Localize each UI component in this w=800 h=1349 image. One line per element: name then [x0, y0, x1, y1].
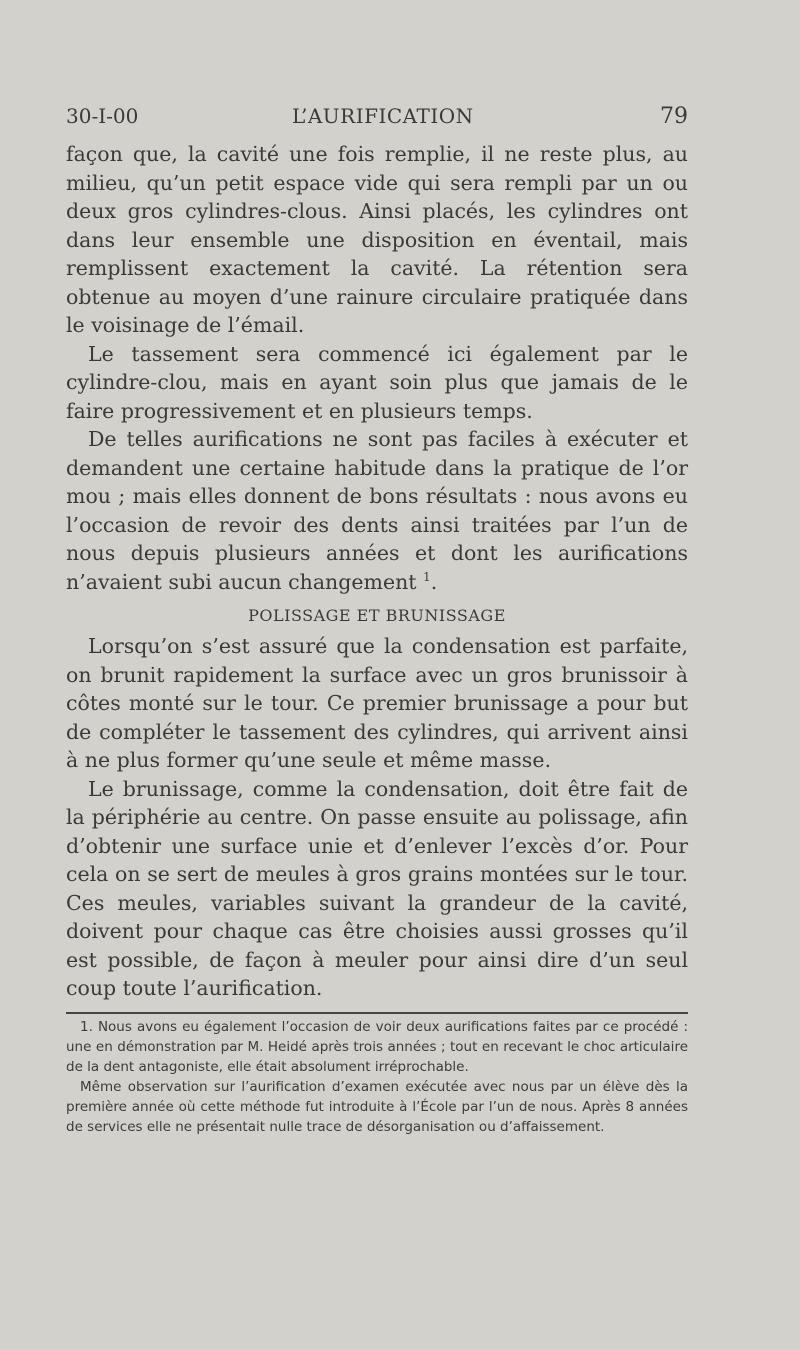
footnote-1-continued: Même observation sur l’aurification d’examen exécutée avec nous par un élève dès la première année où cette méthode fut introduite à l’École par l’un de nous. Après 8 années de services elle ne présentait nulle trace de désorganisation ou d’affaissement.	[66, 1079, 688, 1135]
header-date: 30-I-00	[66, 104, 139, 128]
paragraph-5: Le brunissage, comme la condensation, doit être fait de la périphérie au centre. On passe ensuite au polissage, afin d’obtenir une surface unie et d’enlever l’excès d’or. Pour cela on se sert de meules à gros grains montées sur le tour. Ces meules, variables suivant la grandeur de la cavité, doivent pour chaque cas être choisies aussi grosses qu’il est possible, de façon à meuler pour ainsi dire d’un seul coup toute l’aurification.	[66, 776, 688, 1000]
body-text	[66, 140, 688, 1003]
paragraph-2: Le tassement sera commencé ici également par le cylindre-clou, mais en ayant soin plus que jamais de le faire progressivement et en plusieurs temps.	[66, 341, 688, 423]
section-title: POLISSAGE ET BRUNISSAGE	[248, 606, 506, 625]
header-title: L’AURIFICATION	[292, 104, 474, 128]
paragraph-4: Lorsqu’on s’est assuré que la condensation est parfaite, on brunit rapidement la surface avec un gros brunissoir à côtes monté sur le tour. Ce premier brunissage a pour but de compléter le tassement des cylindres, qui arrivent ainsi à ne plus former qu’une seule et même masse.	[66, 634, 688, 772]
running-header	[66, 104, 688, 132]
page-number: 79	[660, 104, 688, 129]
paragraph-3	[66, 425, 688, 596]
paragraph-1: façon que, la cavité une fois remplie, il ne reste plus, au milieu, qu’un petit espace vide qui sera rempli par un ou deux gros cylindres-clous. Ainsi placés, les cylindres ont dans leur ensemble une disposition en éventail, mais remplissent exactement la cavité. La rétention sera obtenue au moyen d’une rainure circulaire pratiquée dans le voisinage de l’émail.	[66, 142, 688, 337]
footnote-marker: 1	[423, 569, 431, 584]
paragraph-3-text: De telles aurifications ne sont pas faciles à exécuter et demandent une certaine habitude dans la pratique de l’or mou ; mais elles donnent de bons résultats : nous avons eu l’occasion de revoir des dents ainsi traitées par l’un de nous depuis plusieurs années et dont les aurifications n’avaient subi aucun changement	[66, 427, 688, 594]
footnote-divider	[66, 1012, 688, 1014]
footnote-1: 1. Nous avons eu également l’occasion de voir deux aurifications faites par ce procédé : une en démonstration par M. Heidé après trois années ; tout en recevant le choc articulaire de la dent antagoniste, elle était absolument irréprochable.	[66, 1019, 688, 1075]
paragraph-3-end: .	[430, 569, 438, 594]
footnotes	[66, 1017, 688, 1137]
